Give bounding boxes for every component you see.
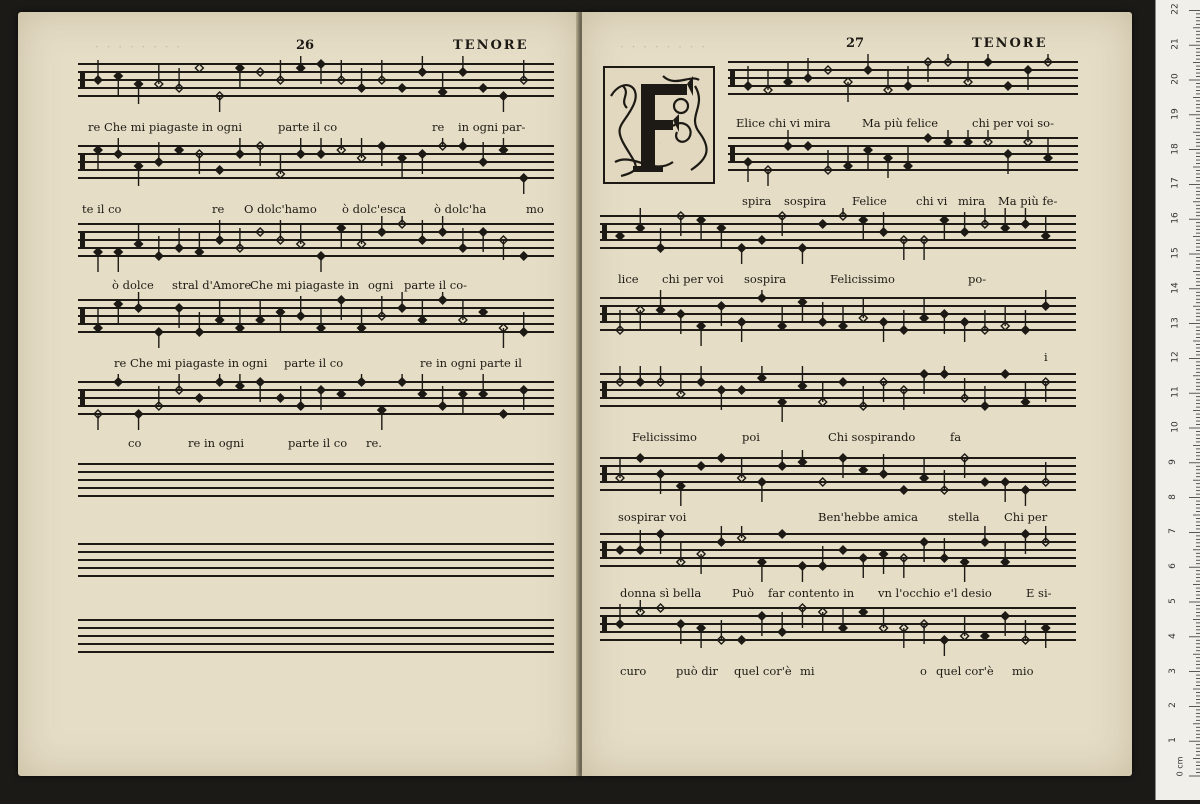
- music-staff: [78, 56, 554, 112]
- note-head: [738, 386, 746, 394]
- lyric-segment: ò dolc'esca: [342, 202, 407, 216]
- lyric-segment: re: [432, 120, 445, 134]
- ruler-number: 17: [1170, 177, 1181, 190]
- lyric-segment: re Che mi piagaste in: [114, 356, 240, 370]
- lyric-segment: Ma più fe-: [998, 194, 1058, 208]
- note-head: [337, 390, 345, 398]
- note-head: [636, 454, 644, 462]
- lyric-segment: re in ogni: [188, 436, 245, 450]
- lyric-segment: re: [212, 202, 225, 216]
- music-staff: [600, 526, 1076, 582]
- lyric-segment: quel cor'è: [936, 664, 994, 678]
- lyric-segment: Felicissimo: [830, 272, 895, 286]
- note-head: [839, 546, 847, 554]
- lyric-segment: co: [128, 436, 142, 450]
- right-running-head: TENORE: [972, 36, 1048, 51]
- lyric-segment: sospira: [784, 194, 827, 208]
- note-head: [276, 394, 284, 402]
- lyric-segment: stella: [948, 510, 980, 524]
- lyric-segment: E si-: [1026, 586, 1052, 600]
- lyric-segment: donna sì bella: [620, 586, 702, 600]
- lyric-segment: Elice chi vi mira: [736, 116, 831, 130]
- ruler-number: 9: [1167, 458, 1178, 465]
- lyric-segment: in ogni par-: [458, 120, 526, 134]
- lyric-segment: far contento in: [768, 586, 855, 600]
- ruler-number: 21: [1170, 38, 1181, 50]
- lyric-segment: mio: [1012, 664, 1034, 678]
- note-head: [616, 546, 624, 554]
- clef-mark: [602, 542, 607, 558]
- left-running-head: TENORE: [453, 38, 529, 53]
- show-through-text: · · · · · · · ·: [95, 40, 183, 54]
- note-head: [499, 410, 507, 418]
- music-staff: [78, 292, 554, 348]
- lyric-segment: quel cor'è: [734, 664, 792, 678]
- lyric-segment: stral d'Amore: [172, 278, 252, 292]
- clef-mark: [602, 224, 607, 240]
- lyric-segment: mi: [800, 664, 815, 678]
- music-staff: [78, 612, 554, 668]
- show-through-text: · · · · · · · ·: [620, 40, 708, 54]
- lyric-segment: parte il co: [284, 356, 344, 370]
- ruler-number: 12: [1170, 351, 1181, 364]
- lyric-segment: ogni: [242, 356, 268, 370]
- lyric-segment: Felicissimo: [632, 430, 697, 444]
- lyric-segment: ò dolce: [112, 278, 154, 292]
- music-staff: [600, 600, 1076, 656]
- clef-mark: [602, 306, 607, 322]
- decorated-initial: [603, 66, 715, 184]
- clef-mark: [730, 70, 735, 86]
- lyric-segment: i: [1044, 350, 1048, 364]
- lyric-segment: re.: [366, 436, 382, 450]
- lyric-segment: ò dolc'ha: [434, 202, 487, 216]
- lyric-segment: chi per voi: [662, 272, 724, 286]
- lyric-segment: spira: [742, 194, 772, 208]
- lyric-segment: poi: [742, 430, 760, 444]
- measurement-ruler: [1155, 0, 1200, 800]
- lyric-segment: te il co: [82, 202, 122, 216]
- music-staff: [78, 216, 554, 272]
- lyric-segment: lice: [618, 272, 639, 286]
- ruler-unit-label: 0 cm: [1175, 756, 1185, 777]
- ruler-number: 10: [1170, 421, 1181, 433]
- note-head: [859, 608, 867, 616]
- ruler-number: 15: [1170, 247, 1181, 259]
- ruler-number: 1: [1167, 737, 1178, 744]
- lyric-segment: parte il co-: [404, 278, 468, 292]
- clef-mark: [602, 382, 607, 398]
- music-staff: [600, 450, 1076, 506]
- clef-mark: [602, 466, 607, 482]
- lyric-segment: O dolc'hamo: [244, 202, 317, 216]
- note-head: [859, 466, 867, 474]
- note-head: [616, 232, 624, 240]
- ruler-number: 22: [1170, 3, 1181, 16]
- clef-mark: [80, 72, 85, 88]
- lyric-segment: può dir: [676, 664, 718, 678]
- note-head: [804, 142, 812, 150]
- lyric-segment: o: [920, 664, 927, 678]
- note-head: [758, 236, 766, 244]
- note-head: [195, 64, 203, 72]
- music-system: [600, 600, 1076, 700]
- note-head: [839, 378, 847, 386]
- lyric-segment: curo: [620, 664, 647, 678]
- music-staff: [600, 208, 1076, 264]
- clef-mark: [730, 146, 735, 162]
- note-head: [981, 478, 989, 486]
- empty-staff: [78, 612, 554, 668]
- note-head: [175, 146, 183, 154]
- ruler-number: 11: [1170, 386, 1181, 398]
- note-head: [479, 308, 487, 316]
- lyric-segment: Chi sospirando: [828, 430, 916, 444]
- ruler-number: 19: [1170, 108, 1181, 120]
- note-head: [778, 530, 786, 538]
- initial-woodcut-image: [603, 66, 715, 184]
- music-staff: [78, 536, 554, 592]
- ruler-number: 4: [1167, 632, 1178, 639]
- ruler-number: 18: [1170, 142, 1181, 155]
- music-staff: [78, 374, 554, 430]
- ruler-number: 3: [1167, 667, 1178, 674]
- note-head: [195, 394, 203, 402]
- ruler-number: 14: [1170, 282, 1181, 294]
- clef-mark: [80, 390, 85, 406]
- ruler-number: 5: [1167, 598, 1178, 604]
- music-staff: [78, 456, 554, 512]
- note-head: [717, 454, 725, 462]
- ruler-number: 8: [1167, 493, 1178, 500]
- lyric-segment: Che mi piagaste in: [250, 278, 360, 292]
- lyric-segment: vn l'occhio e'l desio: [878, 586, 992, 600]
- note-head: [697, 462, 705, 470]
- lyric-segment: mo: [526, 202, 544, 216]
- note-head: [520, 252, 528, 260]
- lyric-segment: mira: [958, 194, 985, 208]
- ruler-number: 2: [1167, 702, 1178, 709]
- note-head: [924, 134, 932, 142]
- empty-staff: [78, 456, 554, 512]
- lyric-segment: po-: [968, 272, 987, 286]
- music-staff: [78, 138, 554, 194]
- lyric-segment: parte il co: [278, 120, 338, 134]
- lyric-segment: chi vi: [916, 194, 948, 208]
- music-staff: [600, 290, 1076, 346]
- lyric-segment: Felice: [852, 194, 887, 208]
- initial-letter-text: F: [659, 144, 660, 145]
- lyric-segment: sospirar voi: [618, 510, 687, 524]
- ruler-number: 7: [1167, 528, 1178, 535]
- note-head: [1004, 82, 1012, 90]
- lyric-segment: chi per voi so-: [972, 116, 1054, 130]
- lyric-segment: Ben'hebbe amica: [818, 510, 918, 524]
- music-staff: [728, 54, 1078, 110]
- note-head: [900, 486, 908, 494]
- music-staff: [600, 366, 1076, 422]
- note-head: [479, 84, 487, 92]
- note-head: [738, 636, 746, 644]
- right-page-number: 27: [846, 36, 865, 51]
- lyric-segment: Chi per: [1004, 510, 1048, 524]
- music-staff: [728, 130, 1078, 186]
- ruler-number: 13: [1170, 316, 1181, 329]
- note-head: [819, 220, 827, 228]
- lyric-segment: re in ogni parte il: [420, 356, 522, 370]
- note-head: [981, 632, 989, 640]
- clef-mark: [80, 232, 85, 248]
- note-head: [216, 166, 224, 174]
- lyric-segment: re Che mi piagaste in ogni: [88, 120, 243, 134]
- lyric-segment: fa: [950, 430, 962, 444]
- lyric-segment: Può: [732, 586, 755, 600]
- lyric-segment: sospira: [744, 272, 787, 286]
- clef-mark: [80, 154, 85, 170]
- ruler-number: 20: [1170, 73, 1181, 85]
- ruler-number: 16: [1170, 212, 1181, 224]
- clef-mark: [80, 308, 85, 324]
- lyric-segment: parte il co: [288, 436, 348, 450]
- lyric-segment: ogni: [368, 278, 394, 292]
- ruler-ticks: [1156, 0, 1200, 800]
- clef-mark: [602, 616, 607, 632]
- note-head: [398, 84, 406, 92]
- ruler-number: 6: [1167, 563, 1178, 570]
- empty-staff: [78, 536, 554, 592]
- left-page-number: 26: [296, 38, 315, 53]
- lyric-segment: Ma più felice: [862, 116, 939, 130]
- note-head: [1001, 370, 1009, 378]
